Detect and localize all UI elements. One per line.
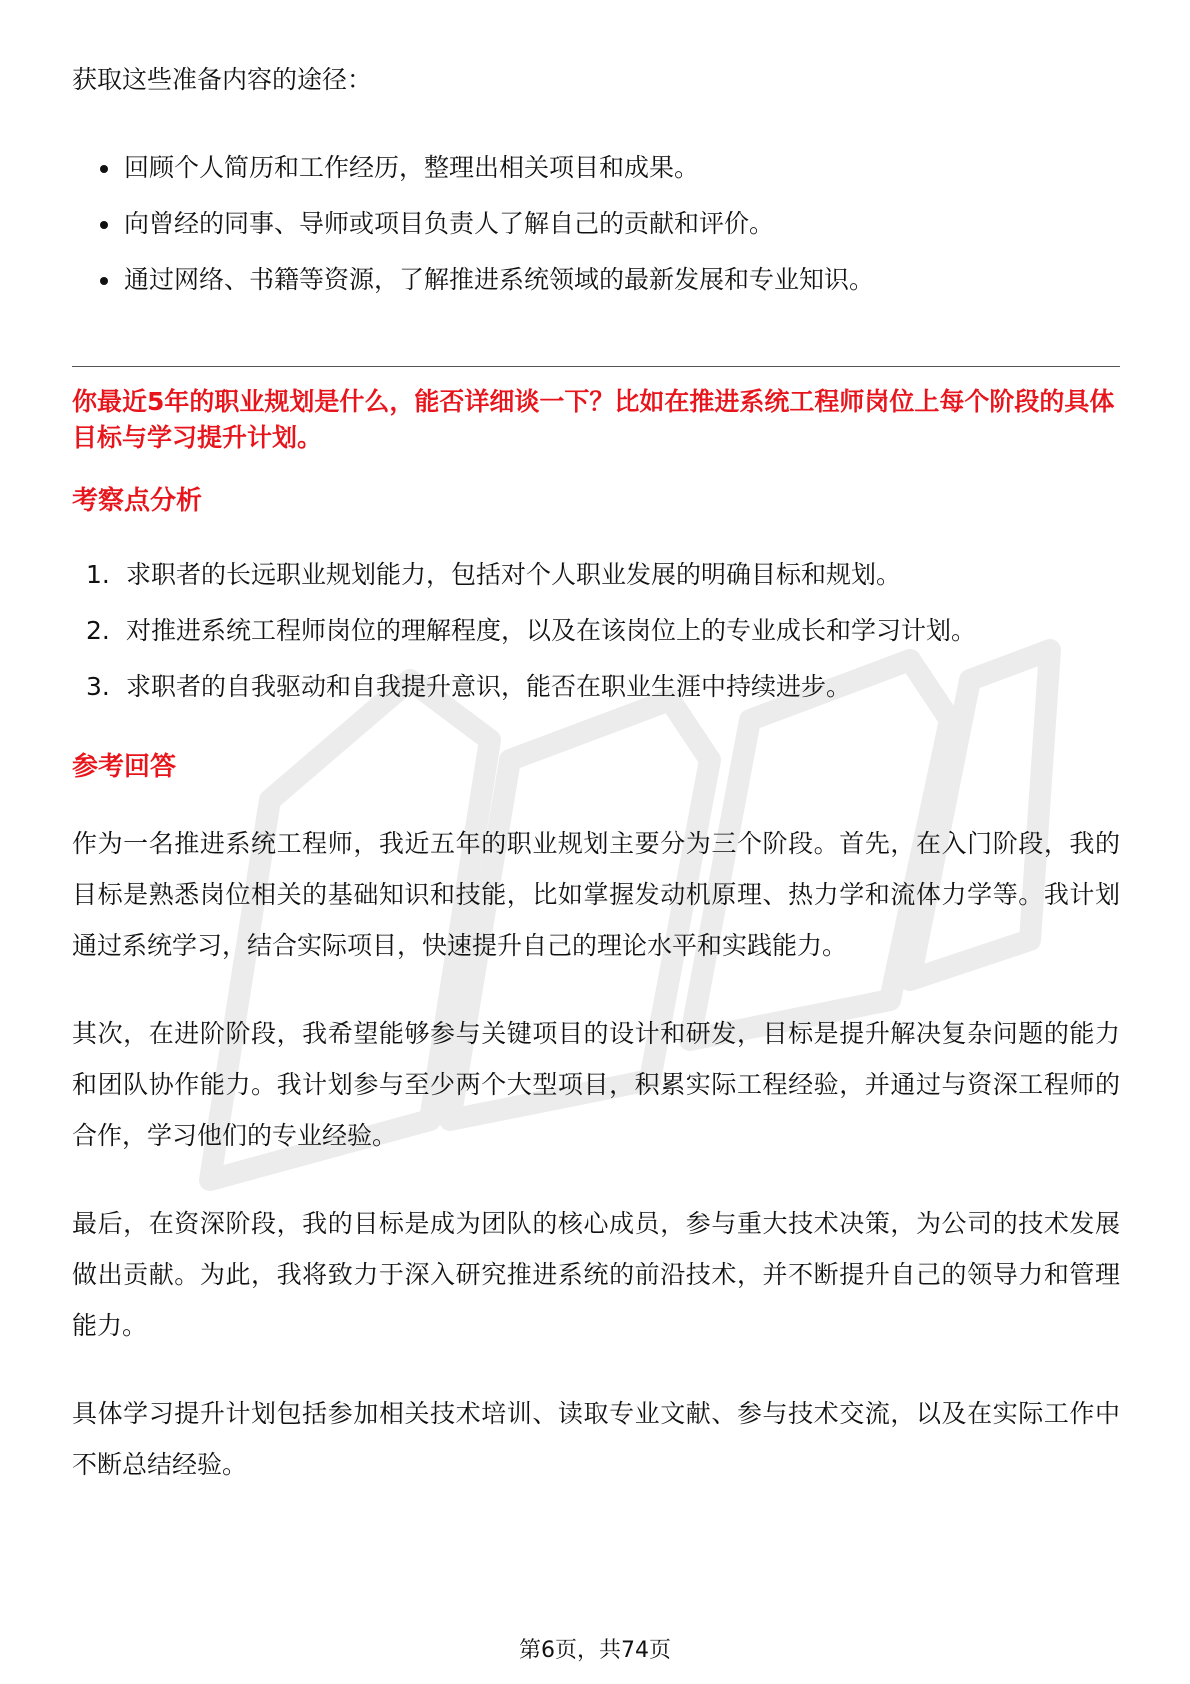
reference-answer — [72, 818, 1120, 1527]
answer-heading: 参考回答 — [72, 752, 177, 782]
list-item-text: 对推进系统工程师岗位的理解程度，以及在该岗位上的专业成长和学习计划。 — [126, 616, 977, 645]
list-item — [72, 613, 1120, 649]
page-number: 第6页，共74页 — [519, 1638, 671, 1663]
list-item — [72, 669, 1120, 705]
answer-paragraph: 具体学习提升计划包括参加相关技术培训、读取专业文献、参与技术交流，以及在实际工作中不断总结经验。 — [72, 1399, 1120, 1479]
list-item-text: 通过网络、书籍等资源，了解推进系统领域的最新发展和专业知识。 — [124, 265, 875, 294]
list-item — [72, 206, 1120, 242]
preparation-list — [72, 150, 1120, 318]
bullet-dot-icon — [100, 221, 108, 229]
bullet-dot-icon — [100, 277, 108, 285]
list-item-text: 向曾经的同事、导师或项目负责人了解自己的贡献和评价。 — [124, 209, 775, 238]
analysis-heading: 考察点分析 — [72, 486, 203, 516]
list-item-text: 求职者的长远职业规划能力，包括对个人职业发展的明确目标和规划。 — [126, 560, 902, 589]
list-item — [72, 557, 1120, 593]
section-divider — [72, 366, 1120, 367]
analysis-list — [72, 557, 1120, 725]
answer-paragraph: 最后，在资深阶段，我的目标是成为团队的核心成员，参与重大技术决策，为公司的技术发展做出贡献。为此，我将致力于深入研究推进系统的前沿技术，并不断提升自己的领导力和管理能力。 — [72, 1209, 1120, 1340]
answer-paragraph: 其次，在进阶阶段，我希望能够参与关键项目的设计和研发，目标是提升解决复杂问题的能力和团队协作能力。我计划参与至少两个大型项目，积累实际工程经验，并通过与资深工程师的合作，学习他们的专业经验。 — [72, 1019, 1120, 1150]
list-item-number: 3. — [86, 672, 110, 701]
interview-question: 你最近5年的职业规划是什么，能否详细谈一下？比如在推进系统工程师岗位上每个阶段的具体目标与学习提升计划。 — [72, 387, 1115, 452]
list-item-text: 求职者的自我驱动和自我提升意识，能否在职业生涯中持续进步。 — [126, 672, 852, 701]
answer-paragraph: 作为一名推进系统工程师，我近五年的职业规划主要分为三个阶段。首先，在入门阶段，我的目标是熟悉岗位相关的基础知识和技能，比如掌握发动机原理、热力学和流体力学等。我计划通过系统学习，结合实际项目，快速提升自己的理论水平和实践能力。 — [72, 829, 1120, 960]
list-item — [72, 150, 1120, 186]
intro-text: 获取这些准备内容的途径： — [72, 65, 373, 94]
list-item-number: 1. — [86, 560, 110, 589]
list-item-text: 回顾个人简历和工作经历，整理出相关项目和成果。 — [124, 153, 700, 182]
list-item — [72, 262, 1120, 298]
list-item-number: 2. — [86, 616, 110, 645]
bullet-dot-icon — [100, 165, 108, 173]
